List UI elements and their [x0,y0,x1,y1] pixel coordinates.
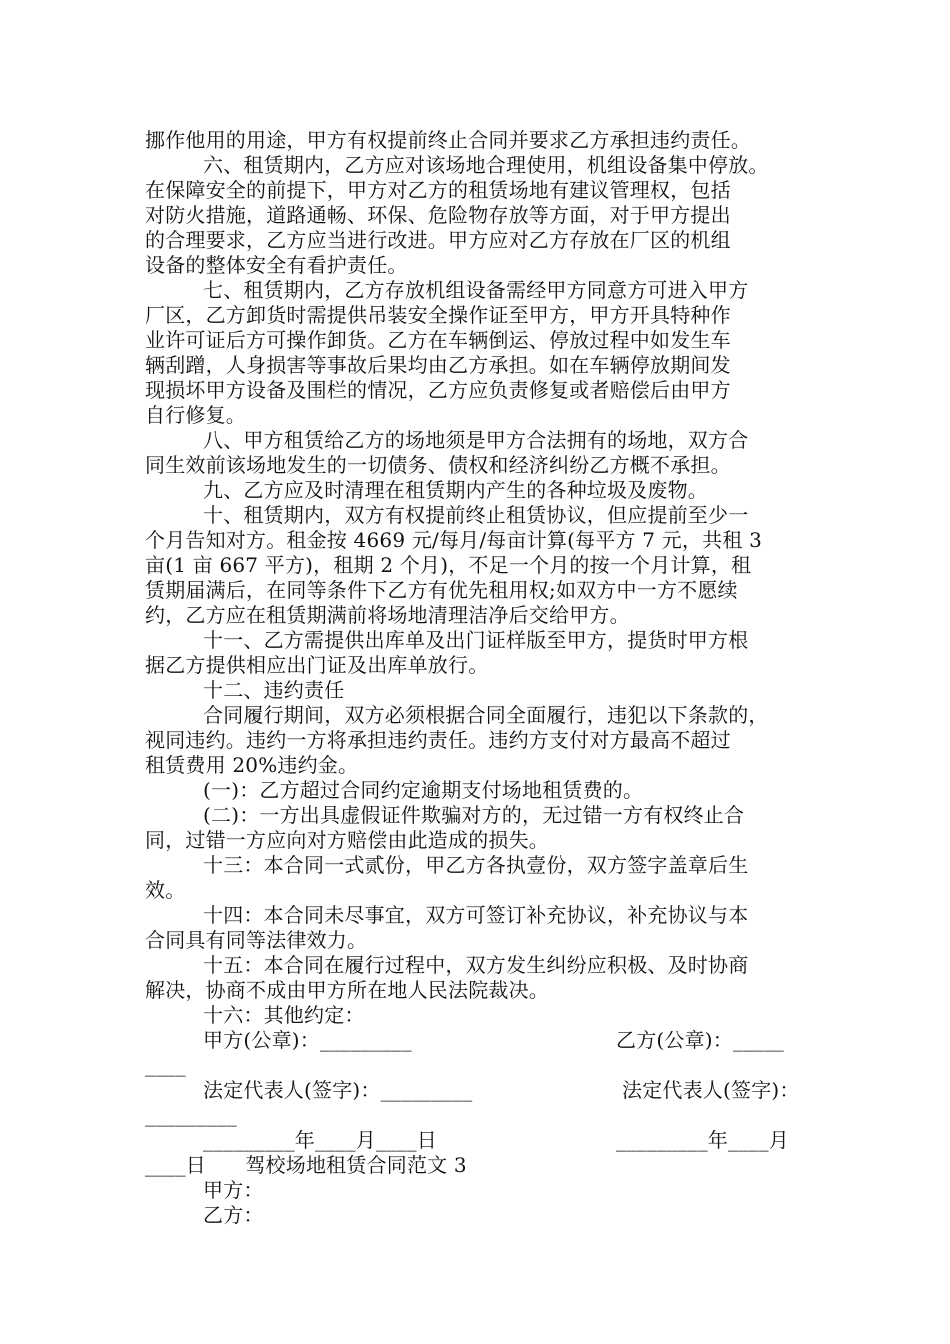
text-line: 设备的整体安全有看护责任。 [145,253,408,277]
text-line: 现损坏甲方设备及围栏的情况，乙方应负责修复或者赔偿后由甲方 [145,378,731,402]
text-line: 合同具有同等法律效力。 [145,928,368,952]
party-a-date-line: _________年____月____日 [203,1128,437,1152]
text-line: 个月告知对方。租金按 4669 元/每月/每亩计算(每平方 7 元，共租 3 [145,528,763,552]
party-a-label: 甲方： [203,1178,264,1202]
party-b-seal-line-cont: ____ [145,1053,186,1077]
party-b-rep-line-cont: _________ [145,1103,237,1127]
clause-9: 九、乙方应及时清理在租赁期内产生的各种垃圾及废物。 [203,478,708,502]
clause-10: 十、租赁期内，双方有权提前终止租赁协议，但应提前至少一 [203,503,749,527]
party-b-rep-line: 法定代表人(签字)： [622,1078,800,1102]
text-line: 赁期届满后，在同等条件下乙方有优先租用权;如双方中一方不愿续 [145,578,738,602]
text-line: 租赁费用 20%违约金。 [145,753,359,777]
text-line: 视同违约。违约一方将承担违约责任。违约方支付对方最高不超过 [145,728,731,752]
clause-16: 十六：其他约定： [203,1003,365,1027]
text-line: 效。 [145,878,186,902]
text-line: 辆刮蹭，人身损害等事故后果均由乙方承担。如在车辆停放期间发 [145,353,731,377]
party-b-date-line: _________年____月 [616,1128,789,1152]
text-line: 约，乙方应在租赁期满前将场地清理洁净后交给甲方。 [145,603,630,627]
sub-clause-1: (一)：乙方超过合同约定逾期支付场地租赁费的。 [203,778,644,802]
text-line: 合同履行期间，双方必须根据合同全面履行，违犯以下条款的， [203,703,769,727]
clause-15: 十五：本合同在履行过程中，双方发生纠纷应积极、及时协商 [203,953,749,977]
party-a-rep-line: 法定代表人(签字)：_________ [203,1078,473,1102]
text-line: 厂区，乙方卸货时需提供吊装安全操作证至甲方，甲方开具特种作 [145,303,731,327]
clause-8: 八、甲方租赁给乙方的场地须是甲方合法拥有的场地，双方合 [203,428,749,452]
clause-13: 十三：本合同一式贰份，甲乙方各执壹份，双方签字盖章后生 [203,853,749,877]
clause-12-heading: 十二、违约责任 [203,678,345,702]
clause-7: 七、租赁期内，乙方存放机组设备需经甲方同意方可进入甲方 [203,278,749,302]
text-line: 同生效前该场地发生的一切债务、债权和经济纠纷乙方概不承担。 [145,453,731,477]
party-a-seal-line: 甲方(公章)：_________ [203,1028,412,1052]
text-line: 对防火措施，道路通畅、环保、危险物存放等方面，对于甲方提出 [145,203,731,227]
text-line: 在保障安全的前提下，甲方对乙方的租赁场地有建议管理权，包括 [145,178,731,202]
text-line: 据乙方提供相应出门证及出库单放行。 [145,653,489,677]
sub-clause-2: (二)：一方出具虚假证件欺骗对方的，无过错一方有权终止合 [203,803,745,827]
clause-11: 十一、乙方需提供出库单及出门证样版至甲方，提货时甲方根 [203,628,749,652]
party-b-label: 乙方： [203,1203,264,1227]
text-line: 挪作他用的用途，甲方有权提前终止合同并要求乙方承担违约责任。 [145,128,751,152]
date-cont-and-next-title: ____日 驾校场地租赁合同范文 3 [145,1153,467,1177]
party-b-seal-line: 乙方(公章)：_____ [616,1028,785,1052]
text-line: 亩(1 亩 667 平方)，租期 2 个月)，不足一个月的按一个月计算，租 [145,553,752,577]
text-line: 同，过错一方应向对方赔偿由此造成的损失。 [145,828,549,852]
text-line: 解决，协商不成由甲方所在地人民法院裁决。 [145,978,549,1002]
text-line: 业许可证后方可操作卸货。乙方在车辆倒运、停放过程中如发生车 [145,328,731,352]
text-line: 的合理要求，乙方应当进行改进。甲方应对乙方存放在厂区的机组 [145,228,731,252]
clause-14: 十四：本合同未尽事宜，双方可签订补充协议，补充协议与本 [203,903,749,927]
text-line: 自行修复。 [145,403,246,427]
clause-6: 六、租赁期内，乙方应对该场地合理使用，机组设备集中停放。 [203,153,769,177]
